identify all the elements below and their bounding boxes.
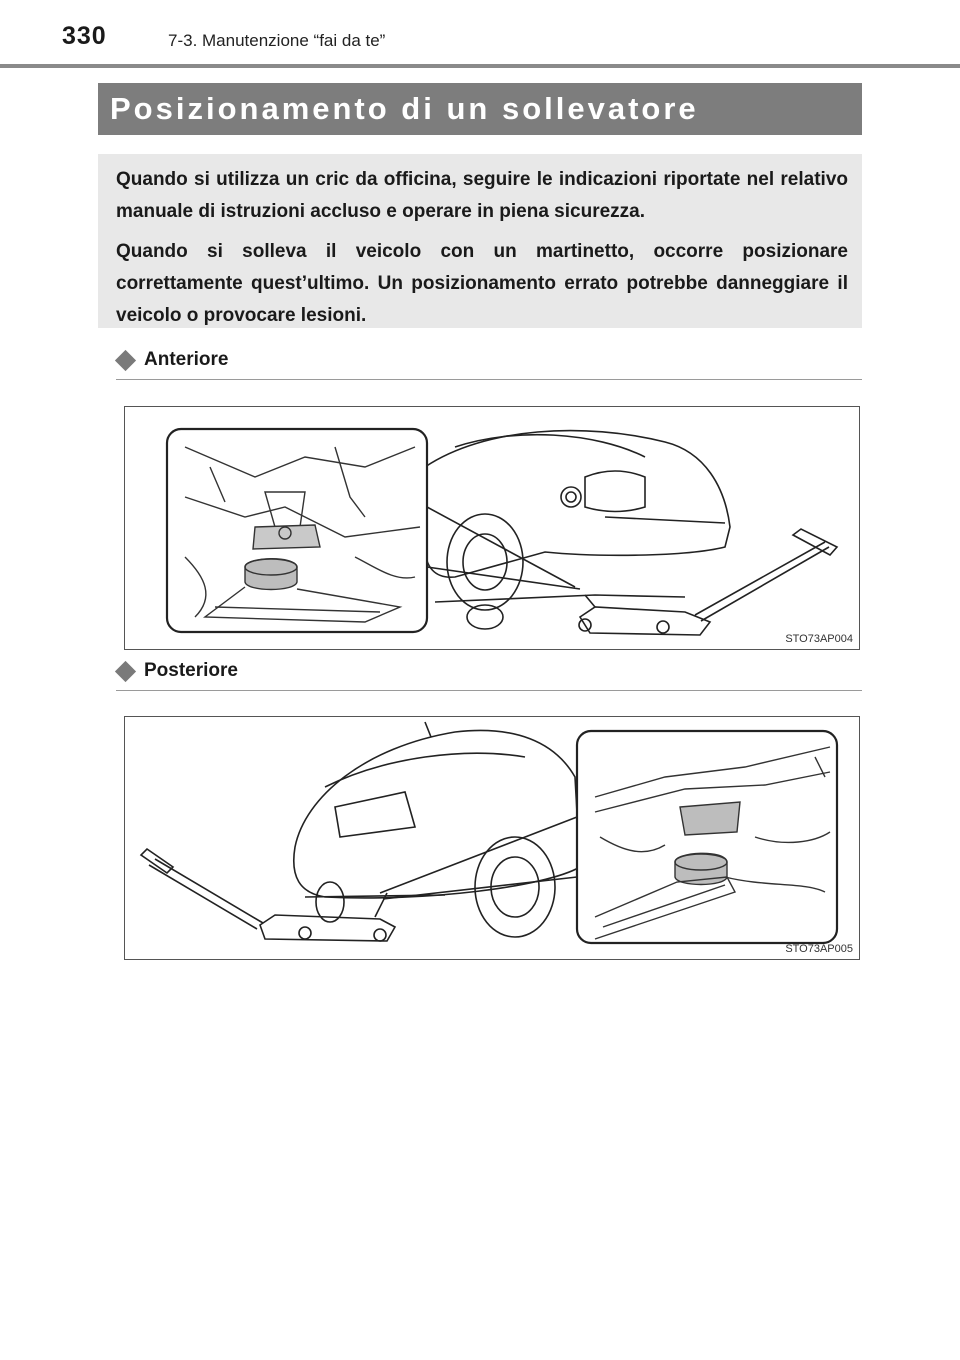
figure-code: STO73AP004 <box>785 633 853 645</box>
rear-jack-illustration <box>125 717 860 960</box>
page-title: Posizionamento di un sollevatore <box>110 91 699 126</box>
page-number: 330 <box>62 22 107 50</box>
section-heading-label: Anteriore <box>144 349 229 370</box>
diamond-bullet-icon <box>115 350 136 371</box>
running-head: 7-3. Manutenzione “fai da te” <box>168 31 386 50</box>
inset-detail-rear <box>577 731 837 943</box>
page-title-bar <box>98 83 862 135</box>
section-heading-label: Posteriore <box>144 660 238 681</box>
diamond-bullet-icon <box>115 661 136 682</box>
intro-box <box>98 154 862 328</box>
header-rule <box>0 64 960 68</box>
section-heading-front <box>116 349 862 380</box>
figure-front-jack-point <box>124 406 860 650</box>
front-jack-illustration <box>125 407 860 650</box>
figure-code: STO73AP005 <box>785 943 853 955</box>
section-heading-rear <box>116 660 862 691</box>
inset-detail-front <box>167 429 427 632</box>
intro-paragraph: Quando si solleva il veicolo con un martinetto, occorre posizionare correttamente quest’ultimo. Un posizionamento errato potrebbe danneggiare il veicolo o provocare lesioni. <box>116 241 848 326</box>
figure-rear-jack-point <box>124 716 860 960</box>
intro-paragraph: Quando si utilizza un cric da officina, seguire le indicazioni riportate nel relativo manuale di istruzioni accluso e operare in piena sicurezza. <box>116 169 848 222</box>
